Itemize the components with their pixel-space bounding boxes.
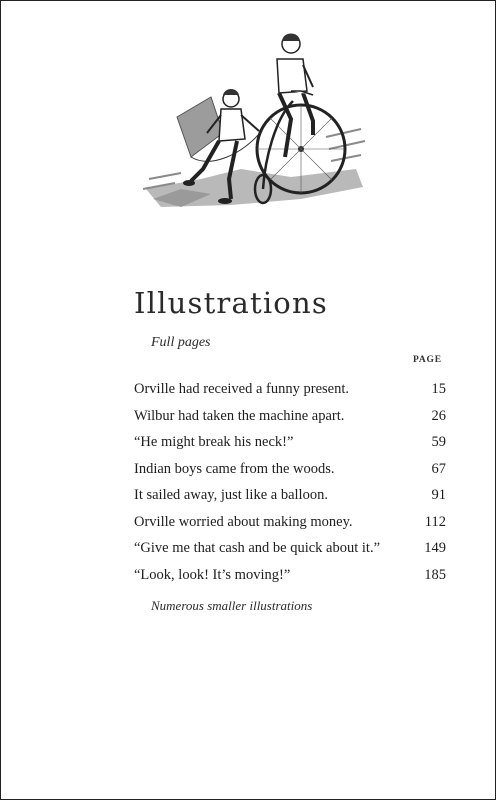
illustrations-list <box>134 379 446 591</box>
illustration-caption: “He might break his neck!” <box>134 434 294 450</box>
page-title: Illustrations <box>134 286 328 321</box>
illustration-caption: Orville had received a funny present. <box>134 381 349 397</box>
illustration-caption: Indian boys came from the woods. <box>134 460 335 477</box>
page-number: 26 <box>431 407 446 424</box>
list-item <box>134 432 446 459</box>
illustration-caption: “Give me that cash and be quick about it.” <box>134 540 381 556</box>
illustration-caption: Orville worried about making money. <box>134 513 353 530</box>
page-number: 59 <box>431 434 446 450</box>
list-item <box>134 538 446 565</box>
illustration-caption: It sailed away, just like a balloon. <box>134 487 328 503</box>
boys-with-high-wheel-bicycle-illustration <box>141 29 373 214</box>
page-column-label: PAGE <box>413 355 442 365</box>
list-item <box>134 379 446 406</box>
illustration-caption: Wilbur had taken the machine apart. <box>134 407 345 424</box>
full-pages-subhead: Full pages <box>151 335 211 350</box>
smaller-illustrations-note: Numerous smaller illustrations <box>151 598 313 613</box>
list-item <box>134 565 446 592</box>
page-number: 15 <box>431 381 446 397</box>
page-number: 91 <box>431 487 446 503</box>
list-item <box>134 485 446 512</box>
page-number: 67 <box>431 460 446 477</box>
page-number: 149 <box>424 540 446 556</box>
list-item <box>134 406 446 433</box>
page-number: 185 <box>424 566 446 583</box>
list-item <box>134 512 446 539</box>
list-item <box>134 459 446 486</box>
page-number: 112 <box>424 513 446 530</box>
illustration-caption: “Look, look! It’s moving!” <box>134 566 291 583</box>
